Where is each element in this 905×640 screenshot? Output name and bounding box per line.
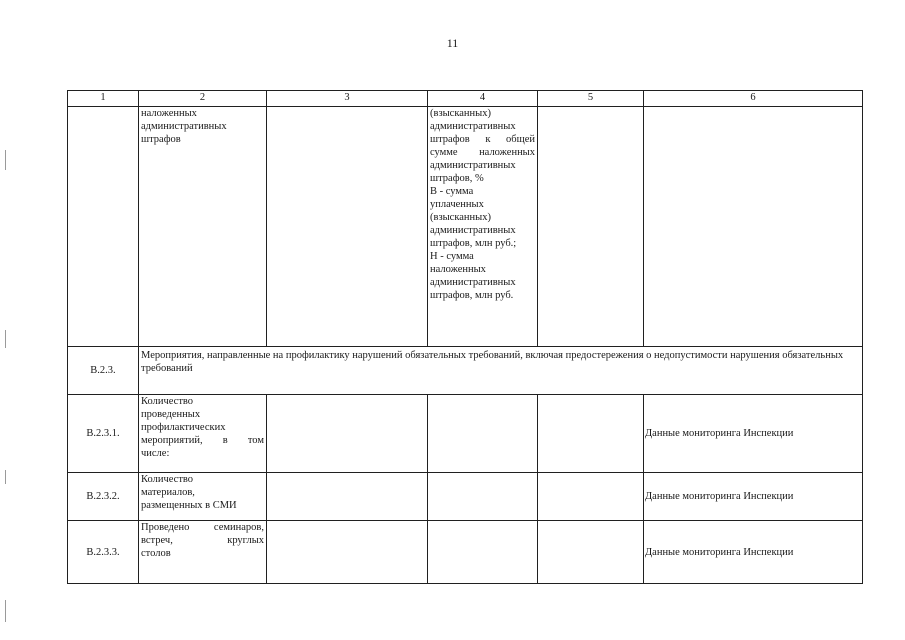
indicator-line: штрафов <box>141 134 181 145</box>
formula-line: административных <box>430 277 516 288</box>
formula-line: административных <box>430 121 516 132</box>
table-cell-indicator <box>139 395 267 473</box>
table-row <box>68 473 863 521</box>
table-cell-indicator <box>139 521 267 584</box>
table-cell <box>267 521 428 584</box>
table-cell <box>538 473 644 521</box>
table-row-continuation <box>68 107 863 347</box>
indicator-line: проведенных <box>141 409 201 420</box>
formula-line: штрафов, млн руб.; <box>430 238 517 249</box>
indicator-line: Количество <box>141 396 194 407</box>
formula-line: административных <box>430 225 516 236</box>
row-code: В.2.3.2. <box>68 473 139 521</box>
left-margin-mark <box>5 470 6 484</box>
table-cell <box>428 521 538 584</box>
row-code: В.2.3.3. <box>68 521 139 584</box>
column-header: 6 <box>644 91 863 107</box>
formula-line: штрафов к общей <box>430 134 535 145</box>
data-source: Данные мониторинга Инспекции <box>644 521 863 584</box>
table-cell <box>538 395 644 473</box>
formula-line: наложенных <box>430 264 486 275</box>
indicator-line: профилактических <box>141 422 226 433</box>
table-cell <box>267 107 428 347</box>
formula-line: штрафов, % <box>430 173 484 184</box>
formula-line: сумме наложенных <box>430 147 535 158</box>
table-cell <box>538 107 644 347</box>
table-cell-indicator <box>139 473 267 521</box>
page-number: 11 <box>446 36 459 50</box>
formula-line: В - сумма <box>430 186 474 197</box>
formula-line: (взысканных) <box>430 212 491 223</box>
row-code: В.2.3.1. <box>68 395 139 473</box>
indicator-line: столов <box>141 548 171 559</box>
table-cell <box>267 473 428 521</box>
table-header-row <box>68 91 863 107</box>
table-row-section <box>68 347 863 395</box>
left-margin-mark <box>5 600 6 622</box>
indicator-line: Количество <box>141 474 194 485</box>
indicator-line: наложенных <box>141 108 197 119</box>
table-row <box>68 521 863 584</box>
formula-line: Н - сумма <box>430 251 474 262</box>
table-cell <box>644 107 863 347</box>
formula-line: (взысканных) <box>430 108 491 119</box>
indicator-line: Проведено семинаров, <box>141 522 264 533</box>
left-margin-mark <box>5 330 6 348</box>
table-cell <box>538 521 644 584</box>
section-code: В.2.3. <box>68 347 139 395</box>
indicator-line: материалов, <box>141 487 195 498</box>
formula-line: уплаченных <box>430 199 484 210</box>
indicator-line: размещенных в СМИ <box>141 500 237 511</box>
table-cell <box>428 395 538 473</box>
formula-line: административных <box>430 160 516 171</box>
data-source: Данные мониторинга Инспекции <box>644 473 863 521</box>
indicators-table <box>67 90 863 584</box>
table-cell-code <box>68 107 139 347</box>
column-header: 5 <box>538 91 644 107</box>
column-header: 4 <box>428 91 538 107</box>
data-source: Данные мониторинга Инспекции <box>644 395 863 473</box>
formula-line: штрафов, млн руб. <box>430 290 514 301</box>
column-header: 2 <box>139 91 267 107</box>
column-header: 1 <box>68 91 139 107</box>
indicator-line: мероприятий, в том <box>141 435 264 446</box>
column-header: 3 <box>267 91 428 107</box>
left-margin-mark <box>5 150 6 170</box>
table-cell-formula <box>428 107 538 347</box>
indicator-line: числе: <box>141 448 170 459</box>
table-row <box>68 395 863 473</box>
table-cell-indicator <box>139 107 267 347</box>
indicator-line: административных <box>141 121 227 132</box>
table-cell <box>267 395 428 473</box>
table-cell <box>428 473 538 521</box>
section-title: Мероприятия, направленные на профилактику нарушений обязательных требований, включая предостережения о недопустимости нарушения обязательных требований <box>139 347 863 395</box>
indicator-line: встреч, круглых <box>141 535 264 546</box>
